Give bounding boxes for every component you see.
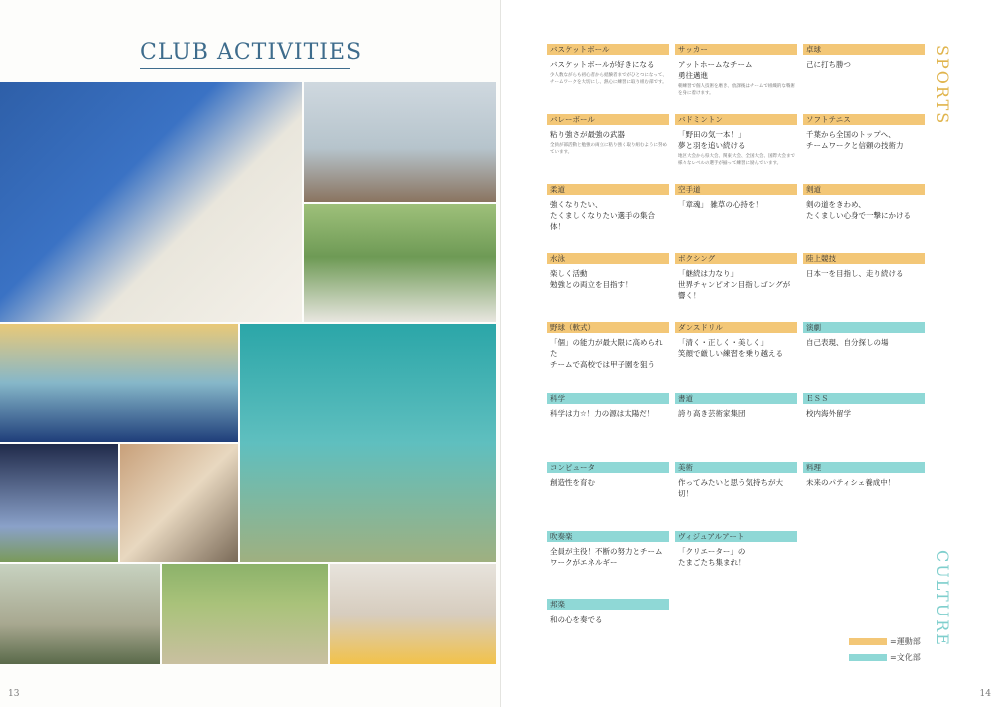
club-name: ダンスドリル [675, 322, 797, 333]
club-name: 卓球 [803, 44, 925, 55]
club-name: 陸上競技 [803, 253, 925, 264]
club-catchphrase: 「個」の能力が最大限に高められた チームで高校では甲子園を狙う [550, 338, 663, 369]
culture-side-label: CULTURE [933, 550, 952, 647]
club-card [803, 253, 925, 323]
club-card [547, 599, 669, 669]
club-card [547, 114, 669, 184]
sports-side-label: SPORTS [933, 45, 952, 126]
club-name: バレーボール [547, 114, 669, 125]
club-catchphrase: 和の心を奏でる [550, 615, 603, 624]
club-card [675, 531, 797, 601]
club-catchphrase: 粘り強さが最強の武器 [550, 130, 625, 139]
club-card [547, 322, 669, 392]
club-catchphrase: 「野田の気一本！」 夢と羽を追い続ける [678, 130, 746, 150]
club-name: 料理 [803, 462, 925, 473]
photo-tennis [240, 324, 496, 562]
club-card [803, 44, 925, 114]
legend-culture [849, 652, 921, 663]
club-card [547, 184, 669, 254]
club-card [803, 184, 925, 254]
club-card [547, 44, 669, 114]
legend-label-culture: =文化部 [890, 653, 921, 662]
club-name: 書道 [675, 393, 797, 404]
club-catchphrase: 未来のパティシェ養成中！ [806, 478, 896, 487]
club-name: 吹奏楽 [547, 531, 669, 542]
club-card [547, 253, 669, 323]
club-card [547, 531, 669, 601]
legend-swatch-culture [849, 654, 887, 661]
club-name: バドミントン [675, 114, 797, 125]
photo-cooking [0, 564, 160, 664]
club-catchphrase: 日本一を目指し、走り続ける [806, 269, 904, 278]
club-catchphrase: 千葉から全国のトップへ、 チームワークと信頼の技術力 [806, 130, 904, 150]
club-name: 剣道 [803, 184, 925, 195]
club-name: 野球（軟式） [547, 322, 669, 333]
club-name: ソフトテニス [803, 114, 925, 125]
club-name: ボクシング [675, 253, 797, 264]
photo-basketball [304, 82, 496, 202]
club-name: バスケットボール [547, 44, 669, 55]
title-underline [140, 68, 350, 69]
club-card [675, 114, 797, 184]
club-catchphrase: 誇り高き芸術家集団 [678, 409, 746, 418]
club-name: サッカー [675, 44, 797, 55]
club-name: 柔道 [547, 184, 669, 195]
club-catchphrase: 校内海外留学 [806, 409, 851, 418]
club-catchphrase: 剣の道をきわめ、 たくましい心身で一撃にかける [806, 200, 911, 220]
photo-art-club [120, 444, 238, 562]
club-description: 朝練習で個人技術を磨き、放課後はチームで組織的な戦術を身に着けます。 [678, 84, 795, 96]
club-card [675, 393, 797, 463]
club-catchphrase: 「章魂」 雑草の心持を！ [678, 200, 763, 209]
club-catchphrase: 創造性を育む [550, 478, 595, 487]
club-name: 水泳 [547, 253, 669, 264]
club-catchphrase: 全員が主役！不断の努力とチーム ワークがエネルギー [550, 547, 663, 567]
club-catchphrase: 強くなりたい、 たくましくなりたい選手の集合体！ [550, 200, 655, 231]
club-card [675, 44, 797, 114]
club-catchphrase: 己に打ち勝つ [806, 60, 851, 69]
club-card [803, 114, 925, 184]
page-number-left: 13 [8, 689, 20, 699]
club-catchphrase: 作ってみたいと思う気持ちが大切！ [678, 478, 783, 498]
club-card [675, 253, 797, 323]
club-description: 地区大会から県大会、関東大会、全国大会、国際大会まで様々なレベルの選手が揃って練習に励んでいます。 [678, 154, 795, 166]
club-card [803, 322, 925, 392]
club-name: コンピュータ [547, 462, 669, 473]
club-catchphrase: 「継続は力なり」 世界チャンピオン目指しゴングが響く！ [678, 269, 791, 300]
club-catchphrase: バスケットボールが好きになる [550, 60, 655, 69]
page-number-right: 14 [979, 689, 991, 699]
club-name: 邦楽 [547, 599, 669, 610]
photo-volleyball [0, 444, 118, 562]
club-card [803, 393, 925, 463]
photo-calligraphy [0, 82, 302, 322]
club-catchphrase: 科学は力☆！力の源は太陽だ！ [550, 409, 655, 418]
right-page [500, 0, 1000, 707]
legend-label-sports: =運動部 [890, 637, 921, 646]
club-catchphrase: 「清く・正しく・美しく」 笑顔で厳しい練習を乗り越える [678, 338, 783, 358]
club-catchphrase: 「クリエーター」の たまごたち集まれ！ [678, 547, 746, 567]
club-card [675, 322, 797, 392]
legend-swatch-sports [849, 638, 887, 645]
club-catchphrase: アットホームなチーム 勇往邁進 [678, 60, 753, 80]
page-title: CLUB ACTIVITIES [140, 40, 363, 65]
club-card [803, 462, 925, 532]
legend-sports [849, 636, 921, 647]
club-name: 空手道 [675, 184, 797, 195]
club-card [547, 393, 669, 463]
club-name: ヴィジュアルアート [675, 531, 797, 542]
club-catchphrase: 自己表現、自分探しの場 [806, 338, 889, 347]
club-card [547, 462, 669, 532]
photo-computer-club [330, 564, 496, 664]
club-name: 演劇 [803, 322, 925, 333]
photo-soccer [162, 564, 328, 664]
club-name: 美術 [675, 462, 797, 473]
photo-table-tennis [0, 324, 238, 442]
club-name: ＥＳＳ [803, 393, 925, 404]
club-description: 少人数ながらも初心者から経験者までがひとつになって、チームワークを大切にし、熱心に練習に取り組む部です。 [550, 73, 667, 85]
club-card [675, 462, 797, 532]
club-description: 全員が部活動と勉強の両立に粘り強く取り組むように努めています。 [550, 143, 667, 155]
club-name: 科学 [547, 393, 669, 404]
photo-brass-band [304, 204, 496, 322]
club-card [675, 184, 797, 254]
club-catchphrase: 楽しく活動 勉強との両立を目指す！ [550, 269, 633, 289]
